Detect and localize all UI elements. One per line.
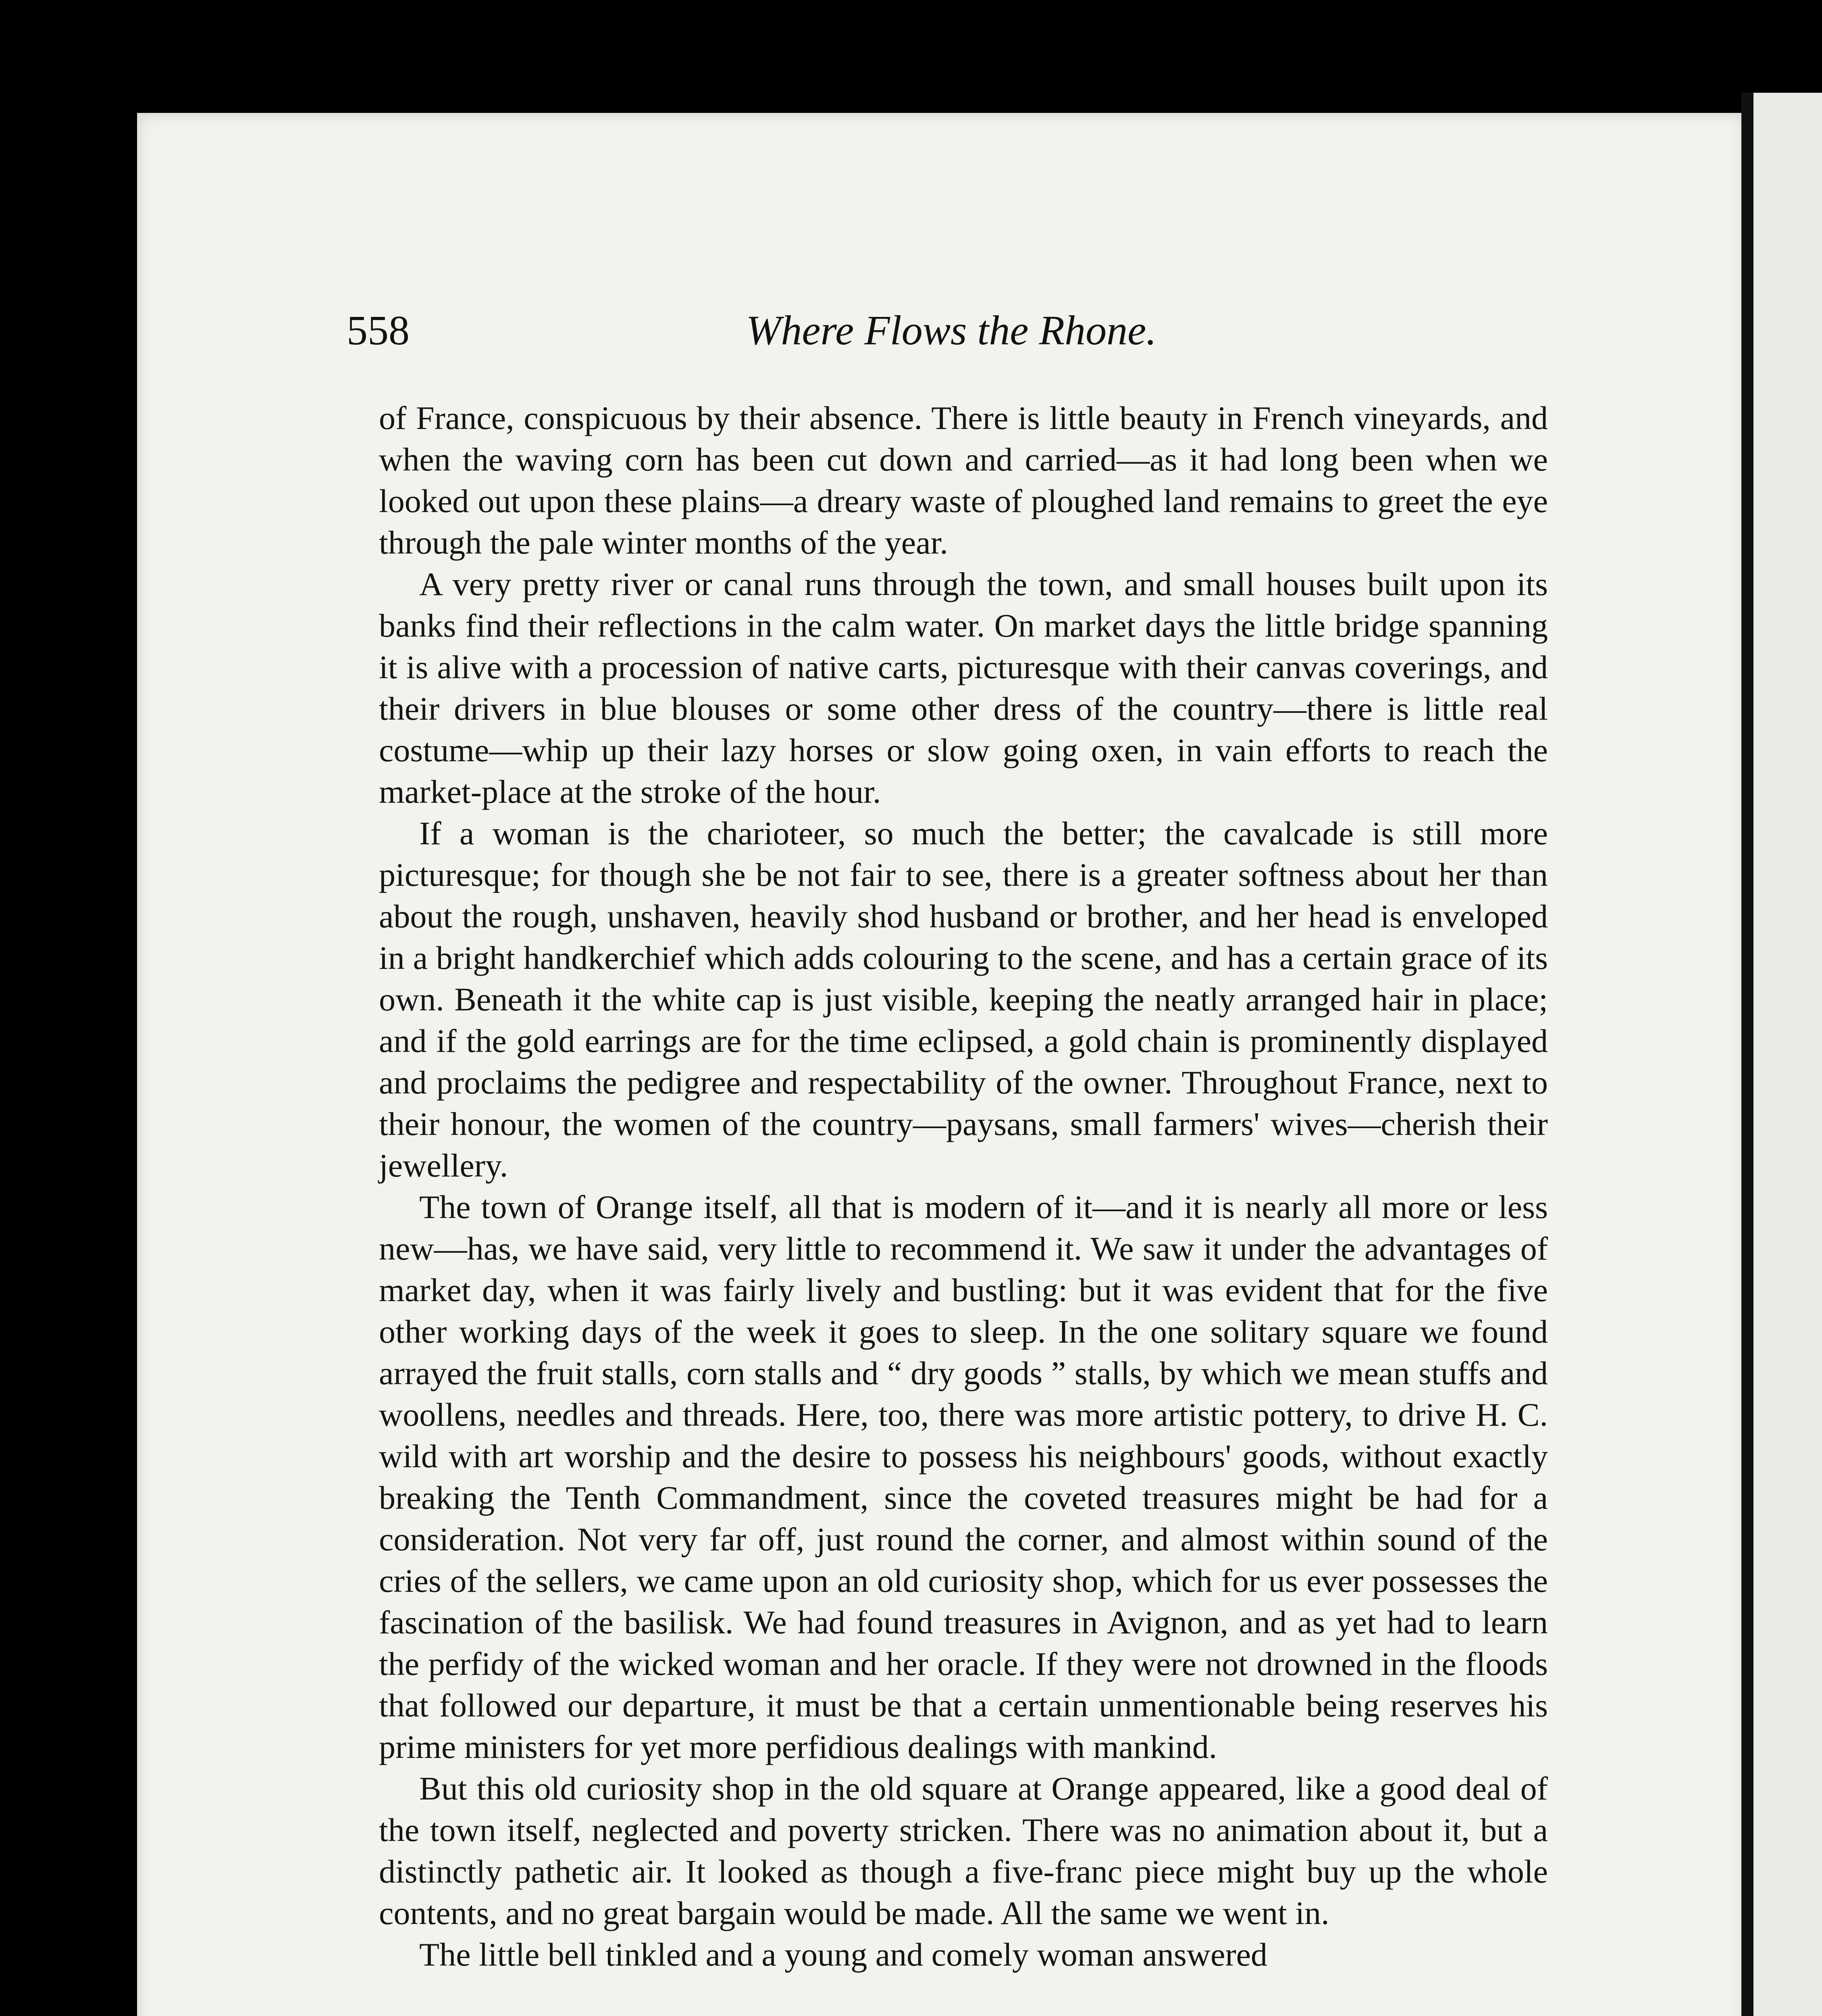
paragraph-5: But this old curiosity shop in the old square at Orange appeared, like a good deal of the town itself, neglected and poverty stricken. There was no animation about it, but a distinctly pathetic air. It looked as though a five-franc piece might buy up the whole contents, and no great bargain would be made. All the same we went in. bbox=[379, 1770, 1548, 1931]
paragraph-6: The little bell tinkled and a young and comely woman answered bbox=[419, 1936, 1268, 1973]
running-title: Where Flows the Rhone. bbox=[746, 307, 1157, 354]
paragraph-3: If a woman is the charioteer, so much the better; the cavalcade is still more picturesque; for though she be not fair to see, there is a greater softness about her than about the rough, unshaven, heavily shod husband or brother, and her head is enveloped in a bright handkerchief which adds colouring to the scene, and has a certain grace of its own. Beneath it the white cap is just visible, keeping the neatly arranged hair in place; and if the gold earrings are for the time eclipsed, a gold chain is prominently displayed and proclaims the pedigree and respectability of the owner. Throughout France, next to their honour, the women of the country—paysans, small farmers' wives—cherish their jewellery. bbox=[379, 815, 1548, 1184]
paragraph-2: A very pretty river or canal runs through the town, and small houses built upon its banks find their reflections in the calm water. On market days the little bridge spanning it is alive with a procession of native carts, picturesque with their canvas coverings, and their drivers in blue blouses or some other dress of the country—there is little real costume—whip up their lazy horses or slow going oxen, in vain efforts to reach the market-place at the stroke of the hour. bbox=[379, 566, 1548, 810]
next-page-edge bbox=[1753, 93, 1822, 2016]
body-text bbox=[379, 397, 1548, 1975]
paragraph-4: The town of Orange itself, all that is modern of it—and it is nearly all more or less new—has, we have said, very little to recommend it. We saw it under the advantages of market day, when it was fairly lively and bustling: but it was evident that for the five other working days of the week it goes to sleep. In the one solitary square we found arrayed the fruit stalls, corn stalls and “ dry goods ” stalls, by which we mean stuffs and woollens, needles and threads. Here, too, there was more artistic pottery, to drive H. C. wild with art worship and the desire to possess his neighbours' goods, without exactly breaking the Tenth Commandment, since the coveted treasures might be had for a consideration. Not very far off, just round the corner, and almost within sound of the cries of the sellers, we came upon an old curiosity shop, which for us ever possesses the fascination of the basilisk. We had found treasures in Avignon, and as yet had to learn the perfidy of the wicked woman and her oracle. If they were not drowned in the floods that followed our departure, it must be that a certain unmentionable being reserves his prime ministers for yet more perfidious dealings with mankind. bbox=[379, 1189, 1548, 1765]
running-head bbox=[226, 306, 1556, 359]
paragraph-1: of France, conspicuous by their absence. There is little beauty in French vineyards, and when the waving corn has been cut down and carried—as it had long been when we looked out upon these plains—a dreary waste of ploughed land remains to greet the eye through the pale winter months of the year. bbox=[379, 400, 1548, 561]
page-number: 558 bbox=[347, 307, 410, 354]
